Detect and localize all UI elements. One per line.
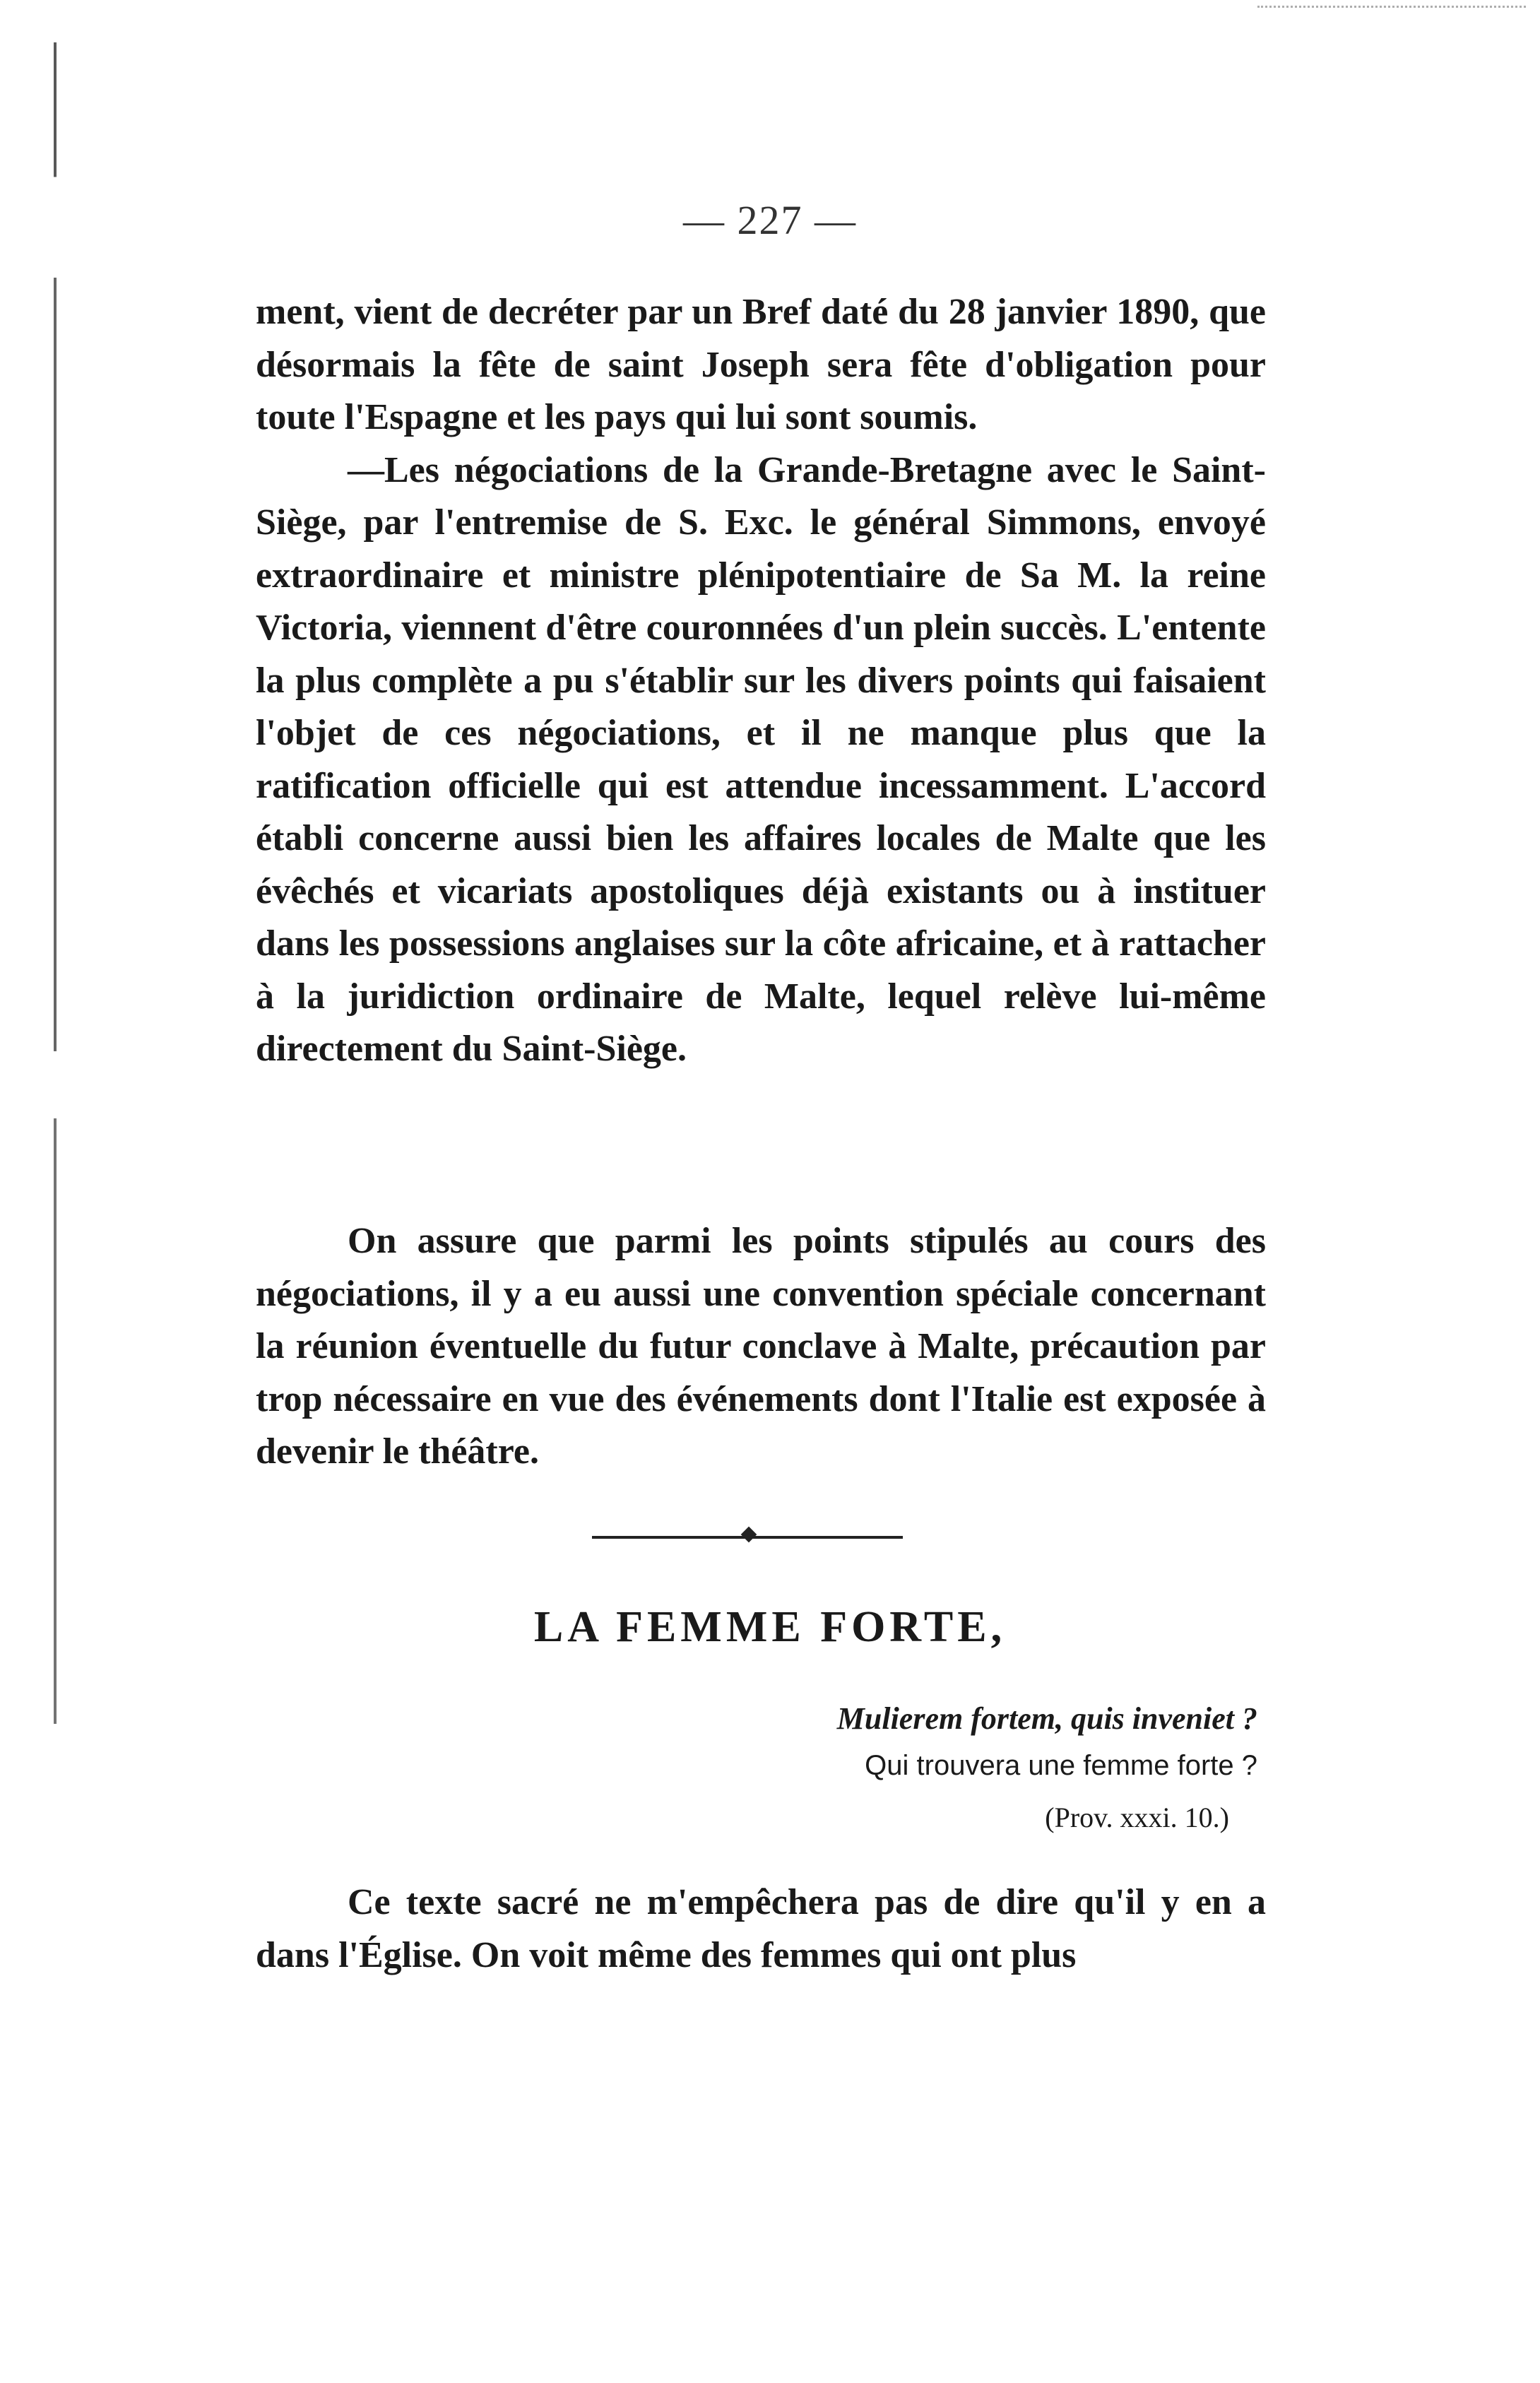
scan-edge-mark	[54, 42, 57, 1724]
epigraph	[622, 1696, 1257, 1841]
paragraph-saint-joseph: ment, vient de decréter par un Bref daté du 28 janvier 1890, que désormais la fête de saint Joseph sera fête d'obligation pour toute l'Espagne et les pays qui lui sont soumis.	[256, 292, 1266, 437]
section-text	[256, 1876, 1266, 1982]
epigraph-reference: (Prov. xxxi. 10.)	[1045, 1802, 1229, 1833]
paragraph-opening: Ce texte sacré ne m'empêchera pas de dire qu'il y en a dans l'Église. On voit même des femmes qui ont plus	[256, 1882, 1266, 1975]
section-title: LA FEMME FORTE,	[533, 1603, 1007, 1651]
paragraph-conclave: On assure que parmi les points stipulés au cours des négociations, il y a eu aussi une convention spéciale concernant la réunion éventuelle du futur conclave à Malte, précaution par trop nécessaire en vue des événements dont l'Italie est exposée à devenir le théâtre.	[256, 1221, 1266, 1472]
paragraph-negociations: —Les négociations de la Grande-Bretagne avec le Saint-Siège, par l'entremise de S. Exc. le général Simmons, envoyé extraordinaire et ministre plénipotentiaire de Sa M. la reine Victoria, viennent d'être couronnées d'un plein succès. L'entente la plus complète a pu s'établir sur les divers points qui faisaient l'objet de ces négociations, et il ne manque plus que la ratification officielle qui est attendue incessamment. L'accord établi concerne aussi bien les affaires locales de Malte que les évêchés et vicariats apostoliques déjà existants ou à instituer dans les possessions anglaises sur la côte africaine, et à rattacher à la juridiction ordinaire de Malte, lequel relève lui-même directement du Saint-Siège.	[256, 449, 1266, 1069]
scan-noise	[1257, 6, 1526, 18]
epigraph-latin: Mulierem fortem, quis inveniet ?	[836, 1701, 1257, 1736]
article-text-top	[256, 286, 1266, 1076]
page-number: — 227 —	[683, 197, 857, 243]
divider-ornament	[741, 1527, 757, 1543]
article-text-conclave	[256, 1215, 1266, 1479]
epigraph-french: Qui trouvera une femme forte ?	[865, 1750, 1257, 1781]
